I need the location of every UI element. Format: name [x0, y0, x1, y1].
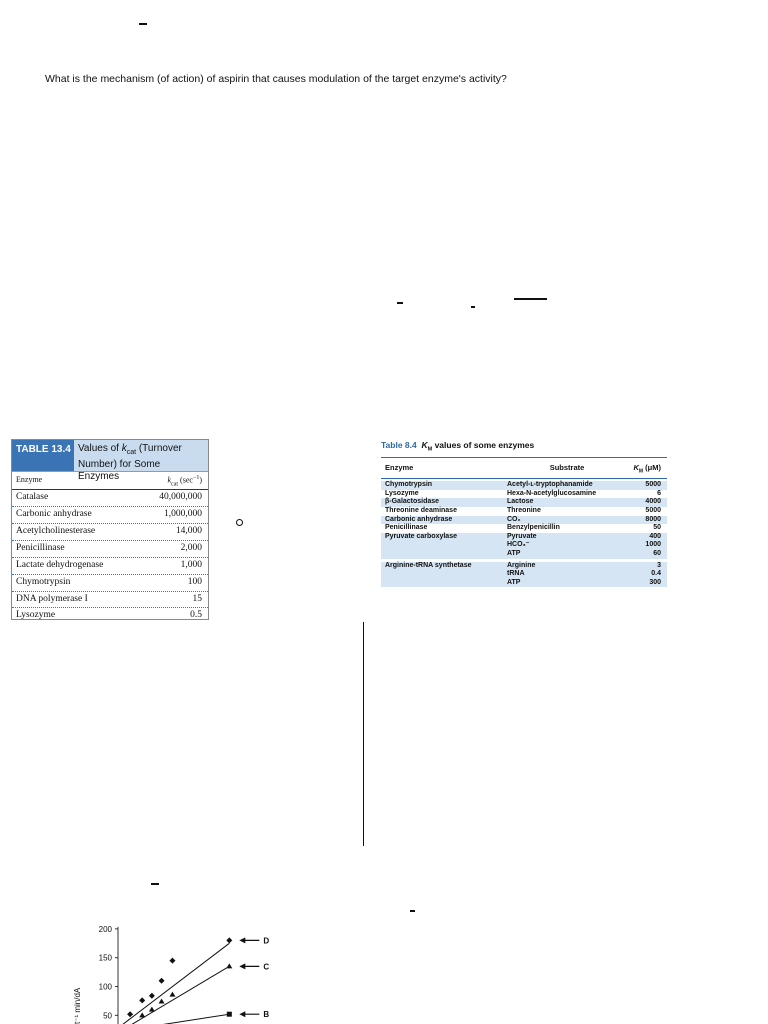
- arrow-head: [239, 1011, 245, 1017]
- y-axis-label: t⁻¹ min/dA: [73, 987, 82, 1024]
- series-label-c: C: [263, 962, 270, 972]
- enzyme-cell: β-Galactosidase: [385, 498, 440, 506]
- table-row: [381, 570, 667, 579]
- kcat-cell: 1,000,000: [164, 509, 202, 520]
- km-cell: 400: [649, 532, 661, 540]
- enzyme-cell: DNA polymerase I: [16, 593, 88, 604]
- data-point-d: [159, 978, 165, 984]
- kcat-cell: 15: [192, 593, 202, 604]
- arrow-head: [239, 963, 245, 969]
- kcat-cell: 0.5: [190, 610, 202, 621]
- table-row: [12, 558, 208, 575]
- table-row: [12, 507, 208, 524]
- dash-mark: [410, 910, 415, 912]
- substrate-cell: Benzylpenicillin: [507, 524, 560, 532]
- vertical-divider: [363, 622, 364, 846]
- km-cell: 300: [649, 578, 661, 586]
- data-point-d: [169, 958, 175, 964]
- enzyme-cell: [385, 550, 507, 559]
- substrate-cell: Acetyl-ʟ-tryptophanamide: [507, 481, 593, 489]
- data-point-d: [149, 993, 155, 999]
- bullet-circle: [236, 519, 243, 526]
- series-label-b: B: [263, 1010, 270, 1020]
- table-row: [381, 481, 667, 490]
- trend-line-d: [118, 943, 229, 1024]
- data-point-d: [127, 1011, 133, 1017]
- arrow-head: [239, 937, 245, 943]
- y-tick-label: 50: [103, 1011, 112, 1021]
- reciprocal-plot-chart: [14, 926, 294, 1024]
- data-point-c: [226, 963, 232, 968]
- series-points: [127, 937, 232, 1017]
- table-title: Table 8.4 $K_M$ values of some enzymes: [381, 440, 535, 453]
- enzyme-cell: Chymotrypsin: [16, 576, 71, 587]
- km-values-table: [381, 440, 667, 587]
- table-body: [12, 490, 208, 624]
- table-body: [381, 481, 667, 587]
- table-row: [381, 524, 667, 533]
- table-caption: Values of $k_{cat}$ (Turnover Number) for Some Enzymes: [74, 440, 208, 471]
- km-cell: 0.4: [651, 570, 661, 578]
- km-cell: 60: [653, 549, 661, 557]
- km-cell: 50: [653, 524, 661, 532]
- y-tick-label: 100: [98, 982, 112, 992]
- data-point-b: [227, 1012, 232, 1017]
- enzyme-cell: [385, 579, 507, 588]
- series-label-d: D: [263, 936, 270, 946]
- kcat-cell: 1,000: [180, 559, 202, 570]
- table-row: [381, 507, 667, 516]
- column-kcat: $k_{cat}$ $(\sec^{-1})$: [167, 475, 202, 488]
- table-row: [12, 541, 208, 558]
- data-point-c: [139, 1012, 145, 1017]
- turnover-number-table: [11, 439, 209, 620]
- enzyme-cell: Carbonic anhydrase: [16, 509, 92, 520]
- y-tick-label: 150: [98, 953, 112, 963]
- enzyme-cell: Penicillinase: [385, 524, 428, 532]
- column-km: $K_M$ (μM): [633, 462, 661, 475]
- enzyme-cell: Lysozyme: [16, 610, 56, 621]
- table-row: [12, 592, 208, 609]
- substrate-cell: ATP: [507, 549, 521, 557]
- enzyme-cell: Pyruvate carboxylase: [385, 532, 457, 540]
- table-row: [381, 579, 667, 588]
- km-cell: 6: [657, 489, 661, 497]
- data-point-d: [139, 997, 145, 1003]
- dash-mark: [471, 306, 475, 308]
- km-cell: 5000: [645, 506, 661, 514]
- enzyme-cell: Acetylcholinesterase: [16, 526, 96, 537]
- column-enzyme: Enzyme: [16, 475, 43, 484]
- enzyme-cell: Lysozyme: [385, 489, 419, 497]
- kcat-cell: 14,000: [175, 526, 202, 537]
- dash-mark: [139, 23, 147, 25]
- enzyme-cell: [385, 541, 507, 550]
- column-substrate: Substrate: [549, 462, 585, 472]
- km-cell: 4000: [645, 498, 661, 506]
- data-point-c: [149, 1007, 155, 1012]
- km-cell: 5000: [645, 481, 661, 489]
- column-headers: [381, 457, 667, 480]
- km-cell: 3: [657, 561, 661, 569]
- dash-mark: [514, 298, 547, 300]
- kcat-cell: 100: [187, 576, 202, 587]
- table-row: [381, 562, 667, 571]
- chart-axes: [99, 926, 118, 1024]
- substrate-cell: Hexa-N-acetylglucosamine: [507, 489, 597, 497]
- table-row: [381, 490, 667, 499]
- y-tick-label: 200: [98, 926, 112, 934]
- enzyme-cell: Penicillinase: [16, 542, 65, 553]
- substrate-cell: Threonine: [507, 506, 541, 514]
- dash-mark: [151, 883, 159, 885]
- enzyme-cell: Arginine-tRNA synthetase: [385, 561, 472, 569]
- enzyme-cell: Carbonic anhydrase: [385, 515, 453, 523]
- table-row: [381, 498, 667, 507]
- km-cell: 1000: [645, 541, 661, 549]
- enzyme-cell: Threonine deaminase: [385, 506, 457, 514]
- table-row: [12, 608, 208, 624]
- table-row: [381, 516, 667, 525]
- table-row: [12, 490, 208, 507]
- substrate-cell: ATP: [507, 578, 521, 586]
- series-labels: [239, 936, 269, 1019]
- enzyme-cell: Lactate dehydrogenase: [16, 559, 104, 570]
- substrate-cell: CO₂: [507, 515, 521, 523]
- table-row: [12, 524, 208, 541]
- kcat-cell: 2,000: [180, 542, 202, 553]
- table-row: [381, 550, 667, 559]
- question-text: What is the mechanism (of action) of aspirin that causes modulation of the target enzyme's activity?: [45, 73, 507, 85]
- km-cell: 8000: [645, 515, 661, 523]
- table-row: [381, 533, 667, 542]
- column-enzyme: Enzyme: [385, 462, 414, 472]
- series-lines: [118, 943, 229, 1024]
- substrate-cell: Lactose: [507, 498, 534, 506]
- enzyme-cell: [385, 570, 507, 579]
- dash-mark: [397, 302, 403, 304]
- enzyme-cell: Chymotrypsin: [385, 481, 433, 489]
- kcat-cell: 40,000,000: [159, 492, 202, 503]
- substrate-cell: Arginine: [507, 561, 536, 569]
- substrate-cell: Pyruvate: [507, 532, 537, 540]
- data-point-c: [159, 999, 165, 1004]
- table-tag: TABLE 13.4: [12, 440, 74, 471]
- table-row: [12, 575, 208, 592]
- data-point-d: [226, 937, 232, 943]
- data-point-c: [169, 992, 175, 997]
- enzyme-cell: Catalase: [16, 492, 49, 503]
- table-row: [381, 541, 667, 550]
- substrate-cell: tRNA: [507, 570, 525, 578]
- substrate-cell: HCO₃⁻: [507, 541, 530, 549]
